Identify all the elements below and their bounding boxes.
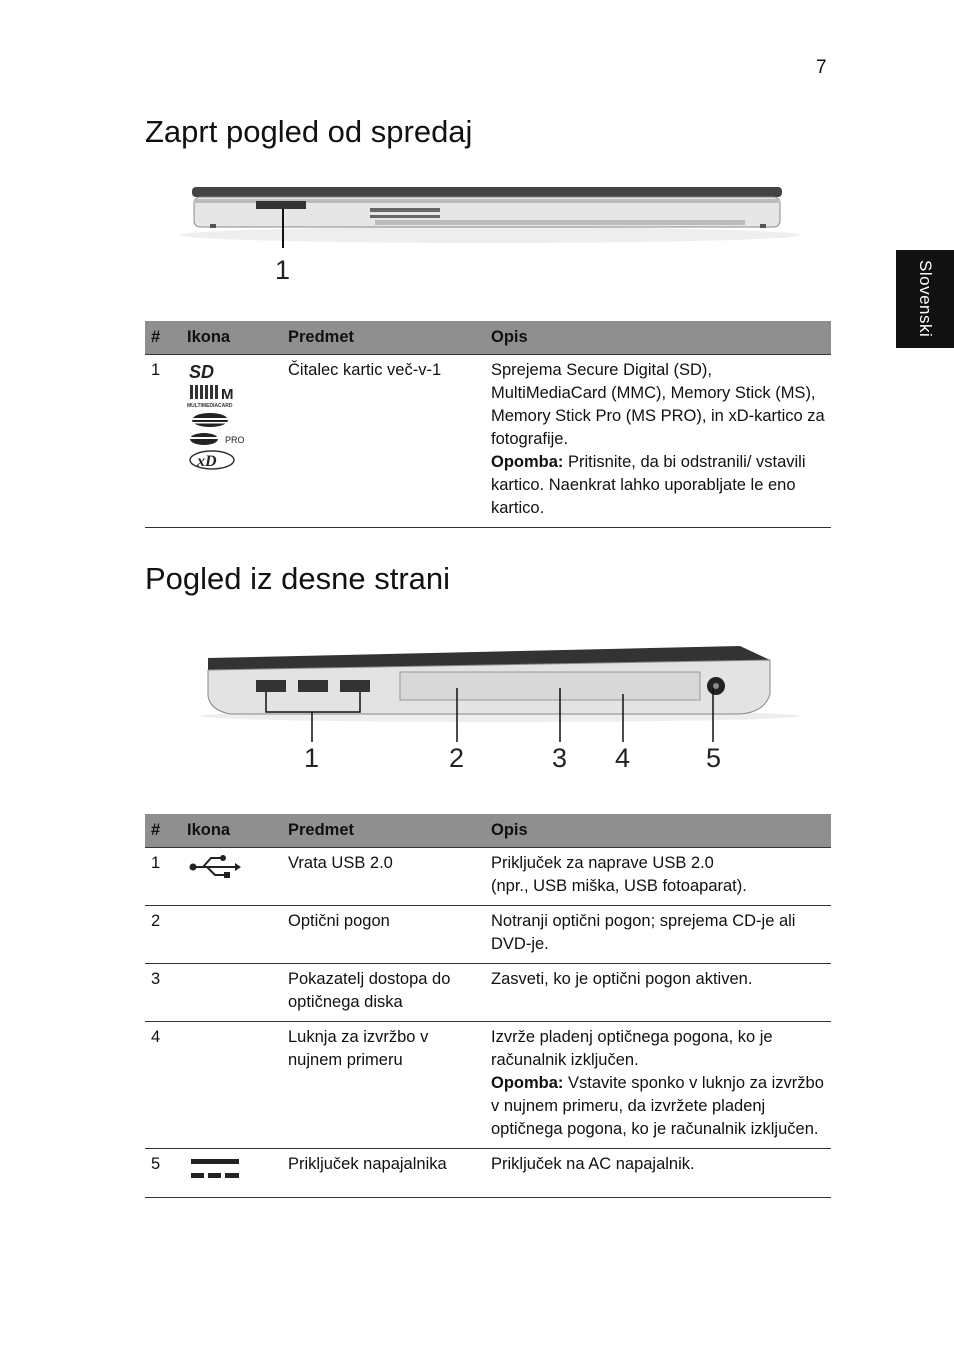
header-num: # — [145, 321, 181, 355]
right-callout-3: 3 — [552, 743, 568, 773]
note-text: Pritisnite, da bi odstranili/ vstavili kartico. Naenkrat lahko uporabljate le eno kartico. — [491, 453, 806, 517]
right-callout-2: 2 — [449, 743, 465, 773]
svg-text:M: M — [221, 386, 234, 403]
language-tab — [896, 250, 954, 348]
table-row — [145, 355, 831, 528]
header-num: # — [145, 814, 181, 848]
table-row — [145, 1022, 831, 1149]
dc-power-icon — [187, 1153, 241, 1183]
right-view-title: Pogled iz desne strani — [145, 561, 451, 596]
multimediacard-icon — [187, 383, 239, 409]
row-num: 1 — [145, 848, 181, 906]
table-row — [145, 906, 831, 964]
xd-logo-text: xD — [197, 453, 217, 470]
row-item: Optični pogon — [282, 906, 485, 964]
header-desc: Opis — [485, 814, 831, 848]
mmc-logo-text: MULTIMEDIACARD — [187, 403, 233, 409]
header-desc: Opis — [485, 321, 831, 355]
note-text: Vstavite sponko v luknjo za izvržbo v nujnem primeru, da izvržete pladenj optičnega pogona, ko je računalnik izključen. — [491, 1074, 824, 1138]
right-view-table — [145, 814, 831, 1198]
row-item: Vrata USB 2.0 — [282, 848, 485, 906]
row-num: 1 — [145, 355, 181, 528]
row-icon — [181, 848, 282, 906]
row-desc: Zasveti, ko je optični pogon aktiven. — [485, 964, 831, 1022]
header-item: Predmet — [282, 814, 485, 848]
sd-logo-text: SD — [189, 362, 215, 381]
row-desc — [485, 848, 831, 906]
desc-note — [491, 451, 825, 520]
memory-stick-icon — [187, 411, 233, 429]
row-icons — [181, 355, 282, 528]
row-desc — [485, 1022, 831, 1149]
right-callout-1: 1 — [304, 743, 320, 773]
row-num: 5 — [145, 1149, 181, 1198]
header-item: Predmet — [282, 321, 485, 355]
pro-logo-text: PRO — [225, 435, 245, 445]
note-label: Opomba: — [491, 453, 564, 471]
row-item: Luknja za izvržbo v nujnem primeru — [282, 1022, 485, 1149]
desc-line-2: (npr., USB miška, USB fotoaparat). — [491, 877, 747, 895]
right-callout-5: 5 — [706, 743, 722, 773]
page-number: 7 — [816, 57, 827, 78]
row-num: 3 — [145, 964, 181, 1022]
row-item: Priključek napajalnika — [282, 1149, 485, 1198]
right-callout-4: 4 — [615, 743, 631, 773]
row-icon — [181, 906, 282, 964]
row-item: Čitalec kartic več-v-1 — [282, 355, 485, 528]
xd-card-icon — [187, 449, 237, 471]
row-desc: Priključek na AC napajalnik. — [485, 1149, 831, 1198]
header-icon: Ikona — [181, 814, 282, 848]
row-num: 2 — [145, 906, 181, 964]
table-header-row — [145, 321, 831, 355]
desc-text: Sprejema Secure Digital (SD), MultiMediaCard (MMC), Memory Stick (MS), Memory Stick Pro (MS PRO), in xD-kartico za fotografije. — [491, 361, 825, 448]
front-callout-1: 1 — [275, 255, 291, 285]
desc-line-1: Priključek za naprave USB 2.0 — [491, 854, 714, 872]
header-icon: Ikona — [181, 321, 282, 355]
row-num: 4 — [145, 1022, 181, 1149]
language-tab-label: Slovenski — [916, 260, 935, 338]
desc-note — [491, 1072, 825, 1141]
memory-stick-pro-icon — [187, 431, 253, 447]
row-icon — [181, 1149, 282, 1198]
usb-icon — [187, 852, 241, 878]
table-header-row — [145, 814, 831, 848]
row-icon — [181, 1022, 282, 1149]
front-view-title: Zaprt pogled od spredaj — [145, 114, 473, 149]
row-item: Pokazatelj dostopa do optičnega diska — [282, 964, 485, 1022]
laptop-front-view-image — [170, 180, 810, 260]
front-view-table — [145, 321, 831, 528]
table-row — [145, 964, 831, 1022]
note-label: Opomba: — [491, 1074, 564, 1092]
sd-card-icon — [187, 361, 233, 381]
desc-text: Izvrže pladenj optičnega pogona, ko je računalnik izključen. — [491, 1028, 773, 1069]
row-desc — [485, 355, 831, 528]
table-row — [145, 848, 831, 906]
table-row — [145, 1149, 831, 1198]
laptop-right-view-image — [180, 636, 820, 742]
row-desc: Notranji optični pogon; sprejema CD-je ali DVD-je. — [485, 906, 831, 964]
row-icon — [181, 964, 282, 1022]
